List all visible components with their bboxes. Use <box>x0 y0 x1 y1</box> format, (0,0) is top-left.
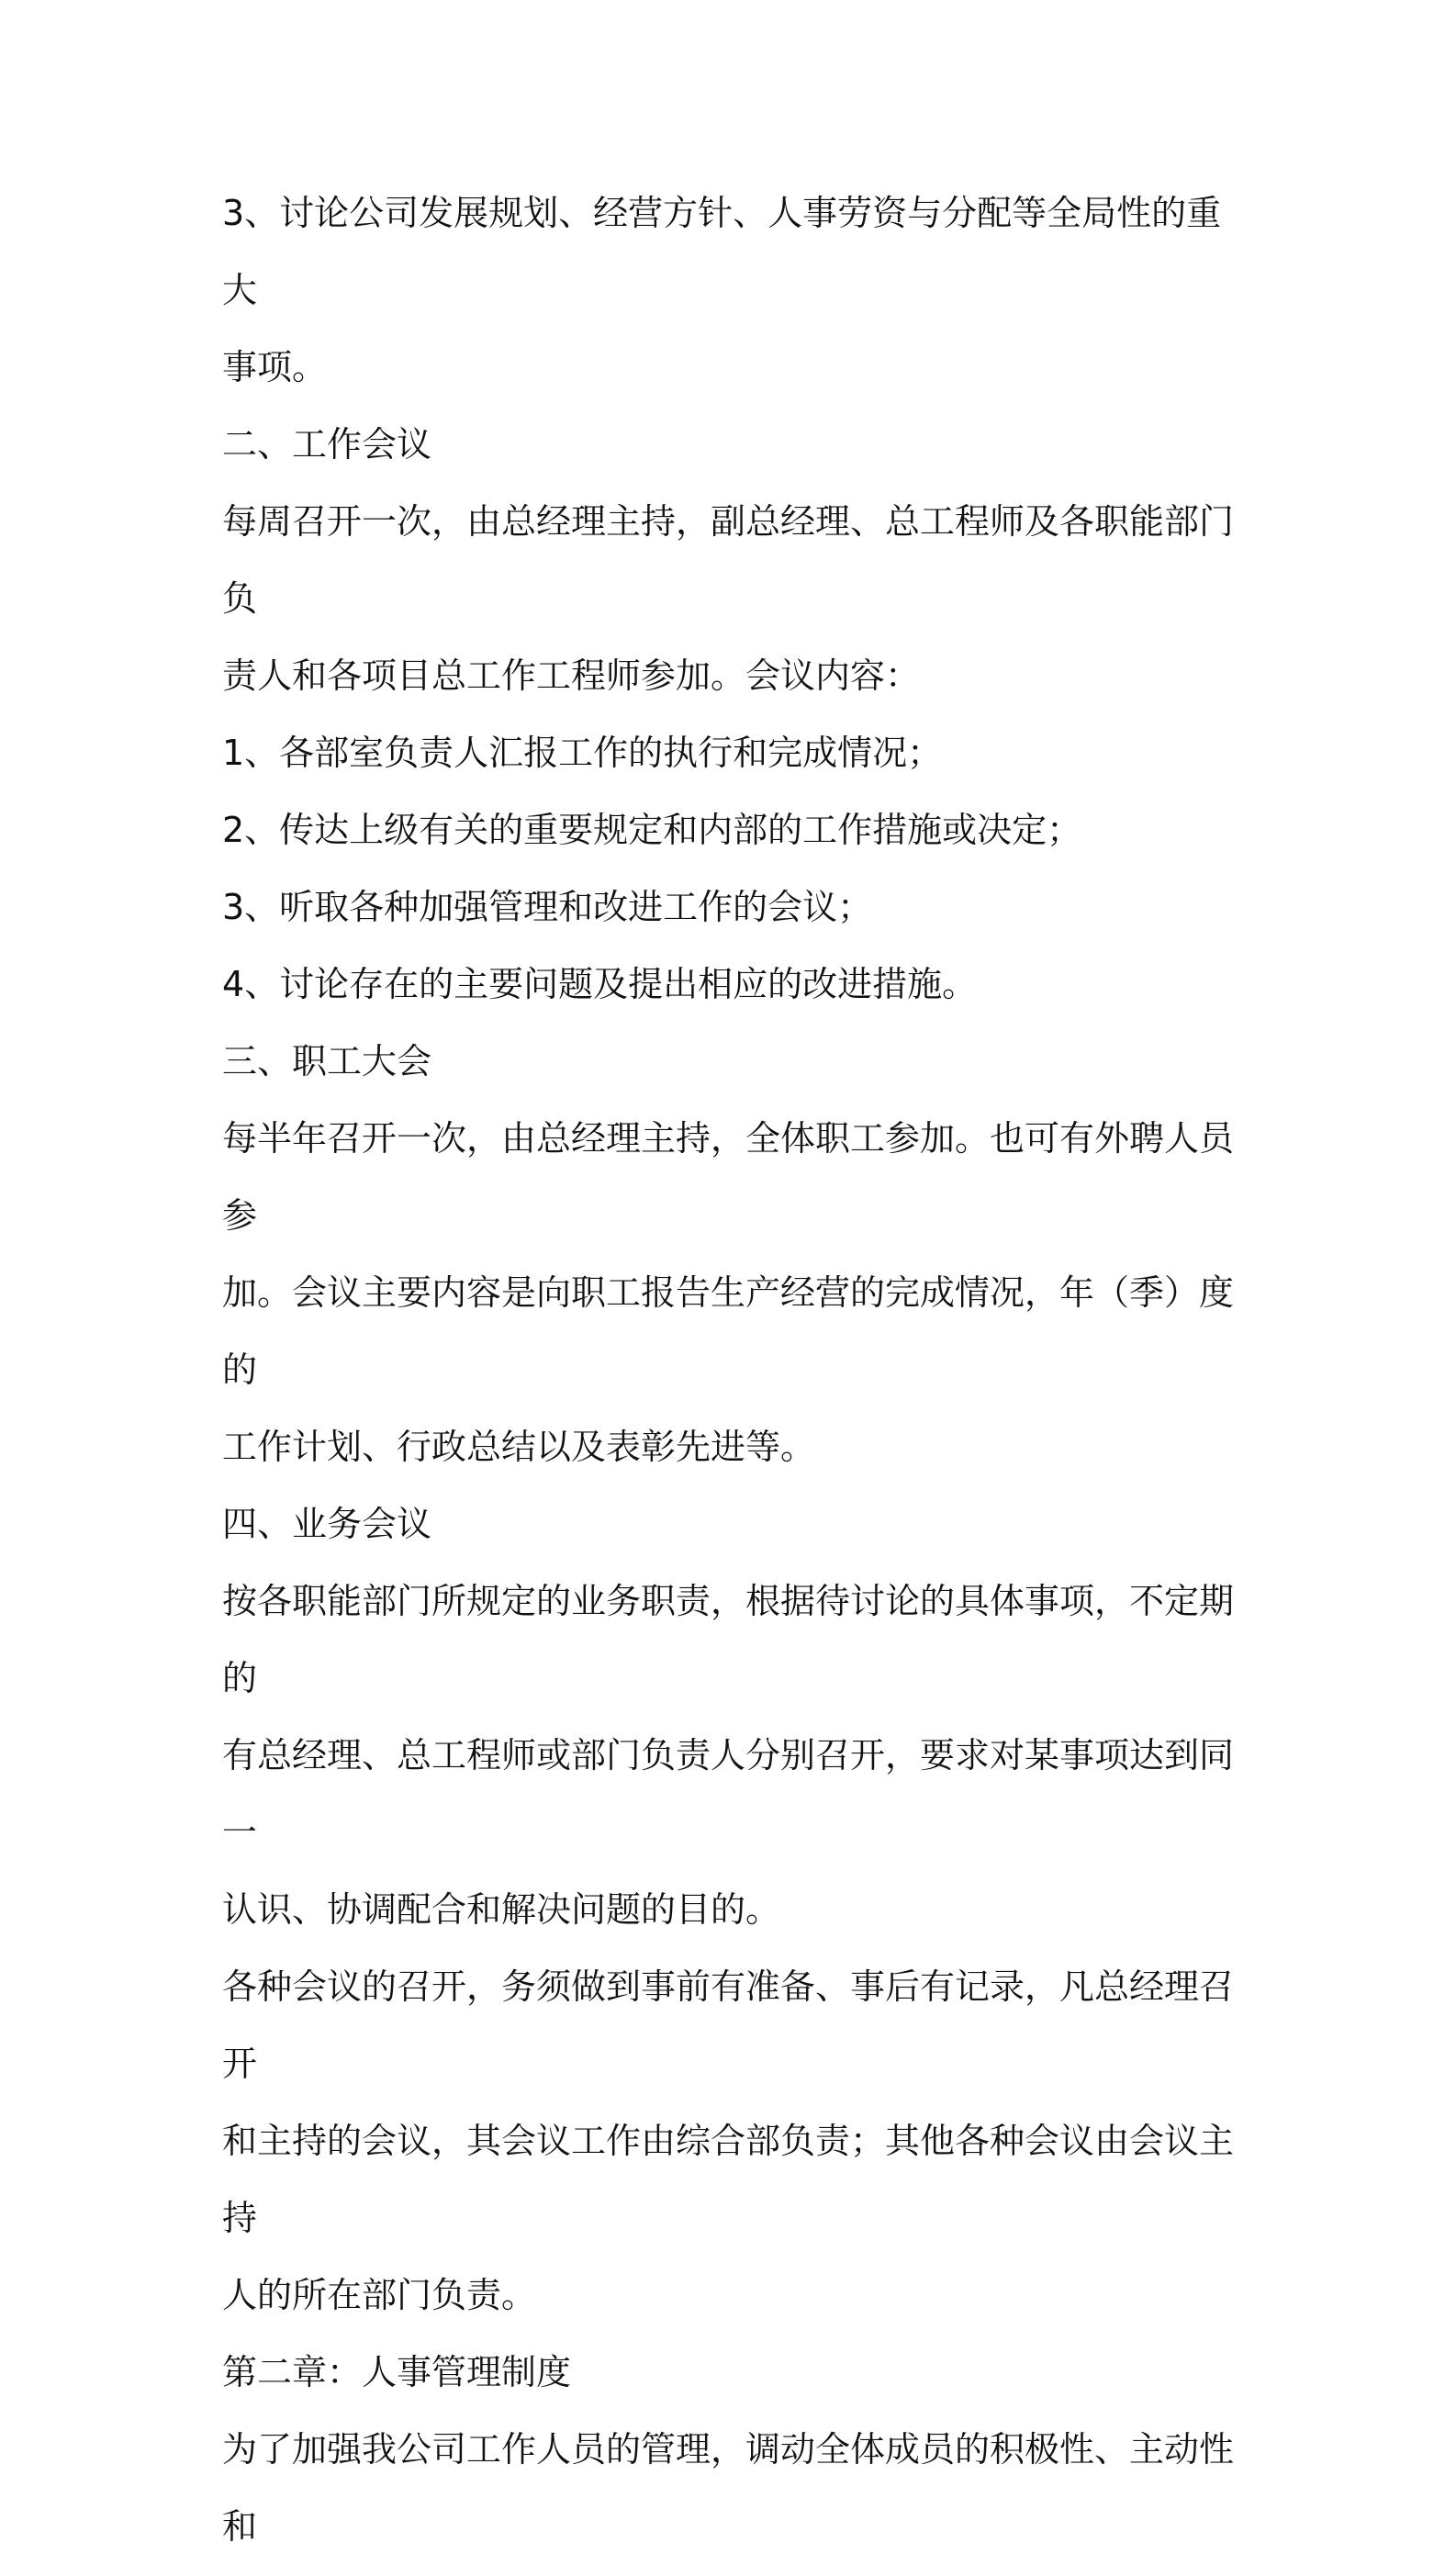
section-heading-staff-assembly: 三、职工大会 <box>222 1041 432 1081</box>
list-item: 3、听取各种加强管理和改进工作的会议； <box>222 887 873 927</box>
list-item: 4、讨论存在的主要问题及提出相应的改进措施。 <box>222 964 978 1004</box>
paragraph-personnel-intro: 为了加强我公司工作人员的管理，调动全体成员的积极性、主动性和 <box>222 2429 1235 2547</box>
paragraph-item-3-discussion: 3、讨论公司发展规划、经营方针、人事劳资与分配等全局性的重大 事项。 <box>222 193 1222 387</box>
paragraph-business-meeting: 按各职能部门所规定的业务职责，根据待讨论的具体事项，不定期的 有总经理、总工程师或部门负责人分别召开，要求对某事项达到同一 认识、协调配合和解决问题的目的。 <box>222 1581 1235 1930</box>
paragraph-work-meeting-intro: 每周召开一次，由总经理主持，副总经理、总工程师及各职能部门负 责人和各项目总工作工程师参加。会议内容： <box>222 501 1235 696</box>
chapter-heading-personnel: 第二章：人事管理制度 <box>222 2352 572 2392</box>
list-item: 2、传达上级有关的重要规定和内部的工作措施或决定； <box>222 810 1082 850</box>
section-heading-business-meeting: 四、业务会议 <box>222 1504 432 1544</box>
paragraph-staff-assembly: 每半年召开一次，由总经理主持，全体职工参加。也可有外聘人员参 加。会议主要内容是向职工报告生产经营的完成情况，年（季）度的 工作计划、行政总结以及表彰先进等。 <box>222 1118 1235 1467</box>
paragraph-meeting-requirements: 各种会议的召开，务须做到事前有准备、事后有记录，凡总经理召开 和主持的会议，其会议工作由综合部负责；其他各种会议由会议主持 人的所在部门负责。 <box>222 1966 1235 2315</box>
section-heading-work-meeting: 二、工作会议 <box>222 424 432 465</box>
list-item: 1、各部室负责人汇报工作的执行和完成情况； <box>222 733 943 773</box>
document-body <box>222 174 1250 2565</box>
